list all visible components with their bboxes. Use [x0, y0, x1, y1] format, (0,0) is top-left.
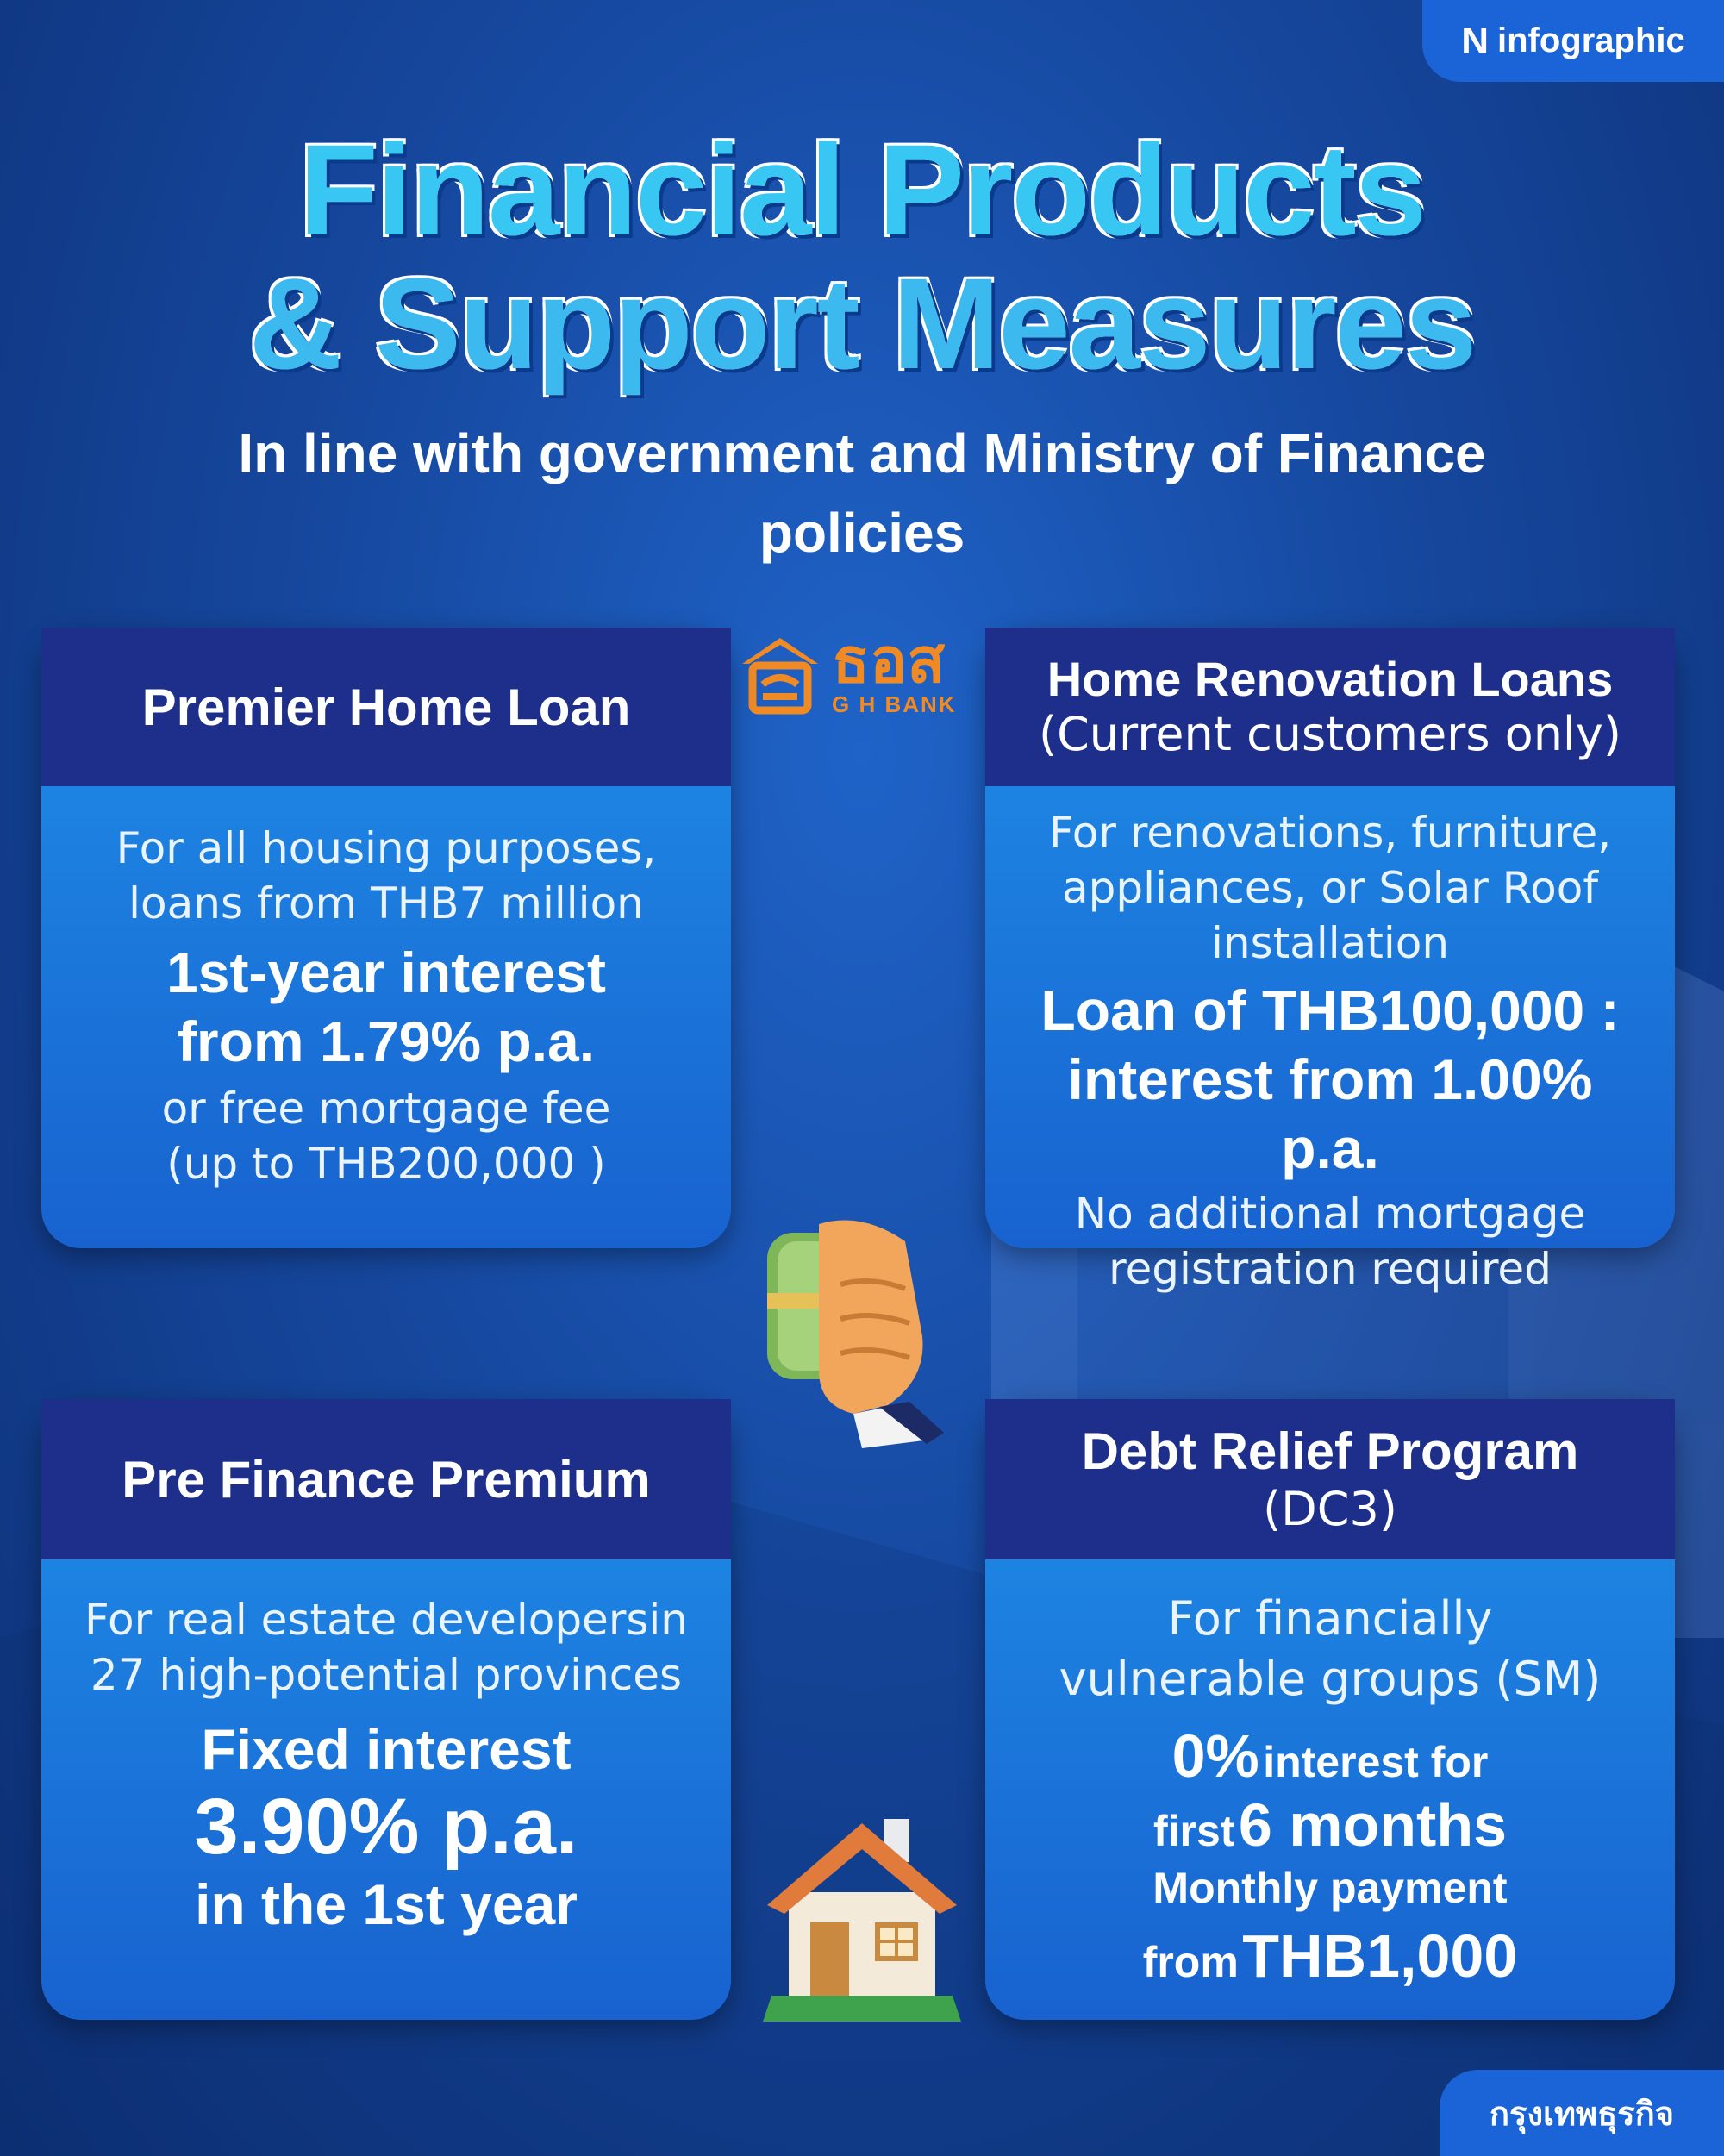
card-text: appliances, or Solar Roof — [1062, 863, 1598, 913]
card-text: 27 high-potential provinces — [90, 1650, 683, 1700]
card-header — [985, 1399, 1675, 1559]
page-title-line1: Financial Products — [299, 117, 1425, 262]
card-pre-finance-premium — [41, 1399, 731, 2020]
from-label: from — [1142, 1938, 1239, 1986]
ghbank-logo — [737, 622, 978, 726]
first-label: first — [1152, 1807, 1235, 1855]
card-highlight: interest from 1.00% p.a. — [1067, 1047, 1593, 1180]
card-home-renovation-loans — [985, 628, 1675, 1294]
card-text: registration required — [1109, 1244, 1552, 1294]
card-highlight: from 1.79% p.a. — [177, 1009, 596, 1073]
card-debt-relief-program — [985, 1399, 1675, 2020]
card-highlight: Fixed interest — [201, 1717, 572, 1781]
card-premier-home-loan — [41, 628, 731, 1248]
months-value: 6 months — [1238, 1791, 1508, 1859]
card-text: installation — [1210, 918, 1450, 968]
card-header — [41, 628, 731, 786]
brand-tag — [1422, 0, 1724, 82]
ghbank-house-icon — [737, 631, 823, 717]
card-text: For real estate developersin — [84, 1595, 688, 1645]
card-highlight: 1st-year interest — [166, 941, 606, 1004]
card-highlight-rate: 3.90% p.a. — [194, 1783, 578, 1871]
card-subtitle: (DC3) — [1263, 1482, 1397, 1536]
card-subtitle: (Current customers only) — [1039, 707, 1621, 761]
payment-label: Monthly payment — [1152, 1864, 1508, 1912]
brand-name: infographic — [1497, 22, 1685, 59]
footer-brand: กรุงเทพธุรกิจ — [1440, 2070, 1724, 2156]
card-text: For all housing purposes, — [116, 823, 657, 873]
card-text: For financially — [1167, 1591, 1493, 1646]
interest-rate-value: 0% — [1171, 1722, 1259, 1790]
card-text: or free mortgage fee — [161, 1084, 611, 1134]
interest-rate-label: interest for — [1263, 1738, 1489, 1786]
card-text: vulnerable groups (SM) — [1059, 1652, 1602, 1706]
card-text: (up to THB200,000 ) — [166, 1139, 606, 1189]
card-highlight: Loan of THB100,000 : — [1040, 978, 1620, 1042]
infographic-logo-icon: N — [1461, 19, 1487, 62]
card-header — [985, 628, 1675, 786]
card-text: No additional mortgage — [1074, 1189, 1586, 1239]
payment-amount: THB1,000 — [1242, 1922, 1518, 1990]
card-highlight: in the 1st year — [195, 1872, 578, 1936]
card-title: Debt Relief Program — [1081, 1422, 1579, 1480]
card-title: Premier Home Loan — [141, 678, 631, 736]
page-title-line2: & Support Measures — [248, 251, 1476, 396]
money-in-hand-icon — [759, 1207, 948, 1448]
house-icon — [763, 1810, 961, 2026]
card-text: For renovations, furniture, — [1048, 808, 1612, 858]
card-title: Home Renovation Loans — [1046, 652, 1614, 706]
page-subtitle: In line with government and Ministry of Finance policies — [238, 422, 1486, 564]
card-title: Pre Finance Premium — [122, 1450, 651, 1509]
card-header — [41, 1399, 731, 1559]
ghbank-english-name: G H BANK — [832, 691, 957, 717]
ghbank-thai-name: ธอส — [832, 626, 946, 696]
card-text: loans from THB7 million — [128, 878, 644, 928]
